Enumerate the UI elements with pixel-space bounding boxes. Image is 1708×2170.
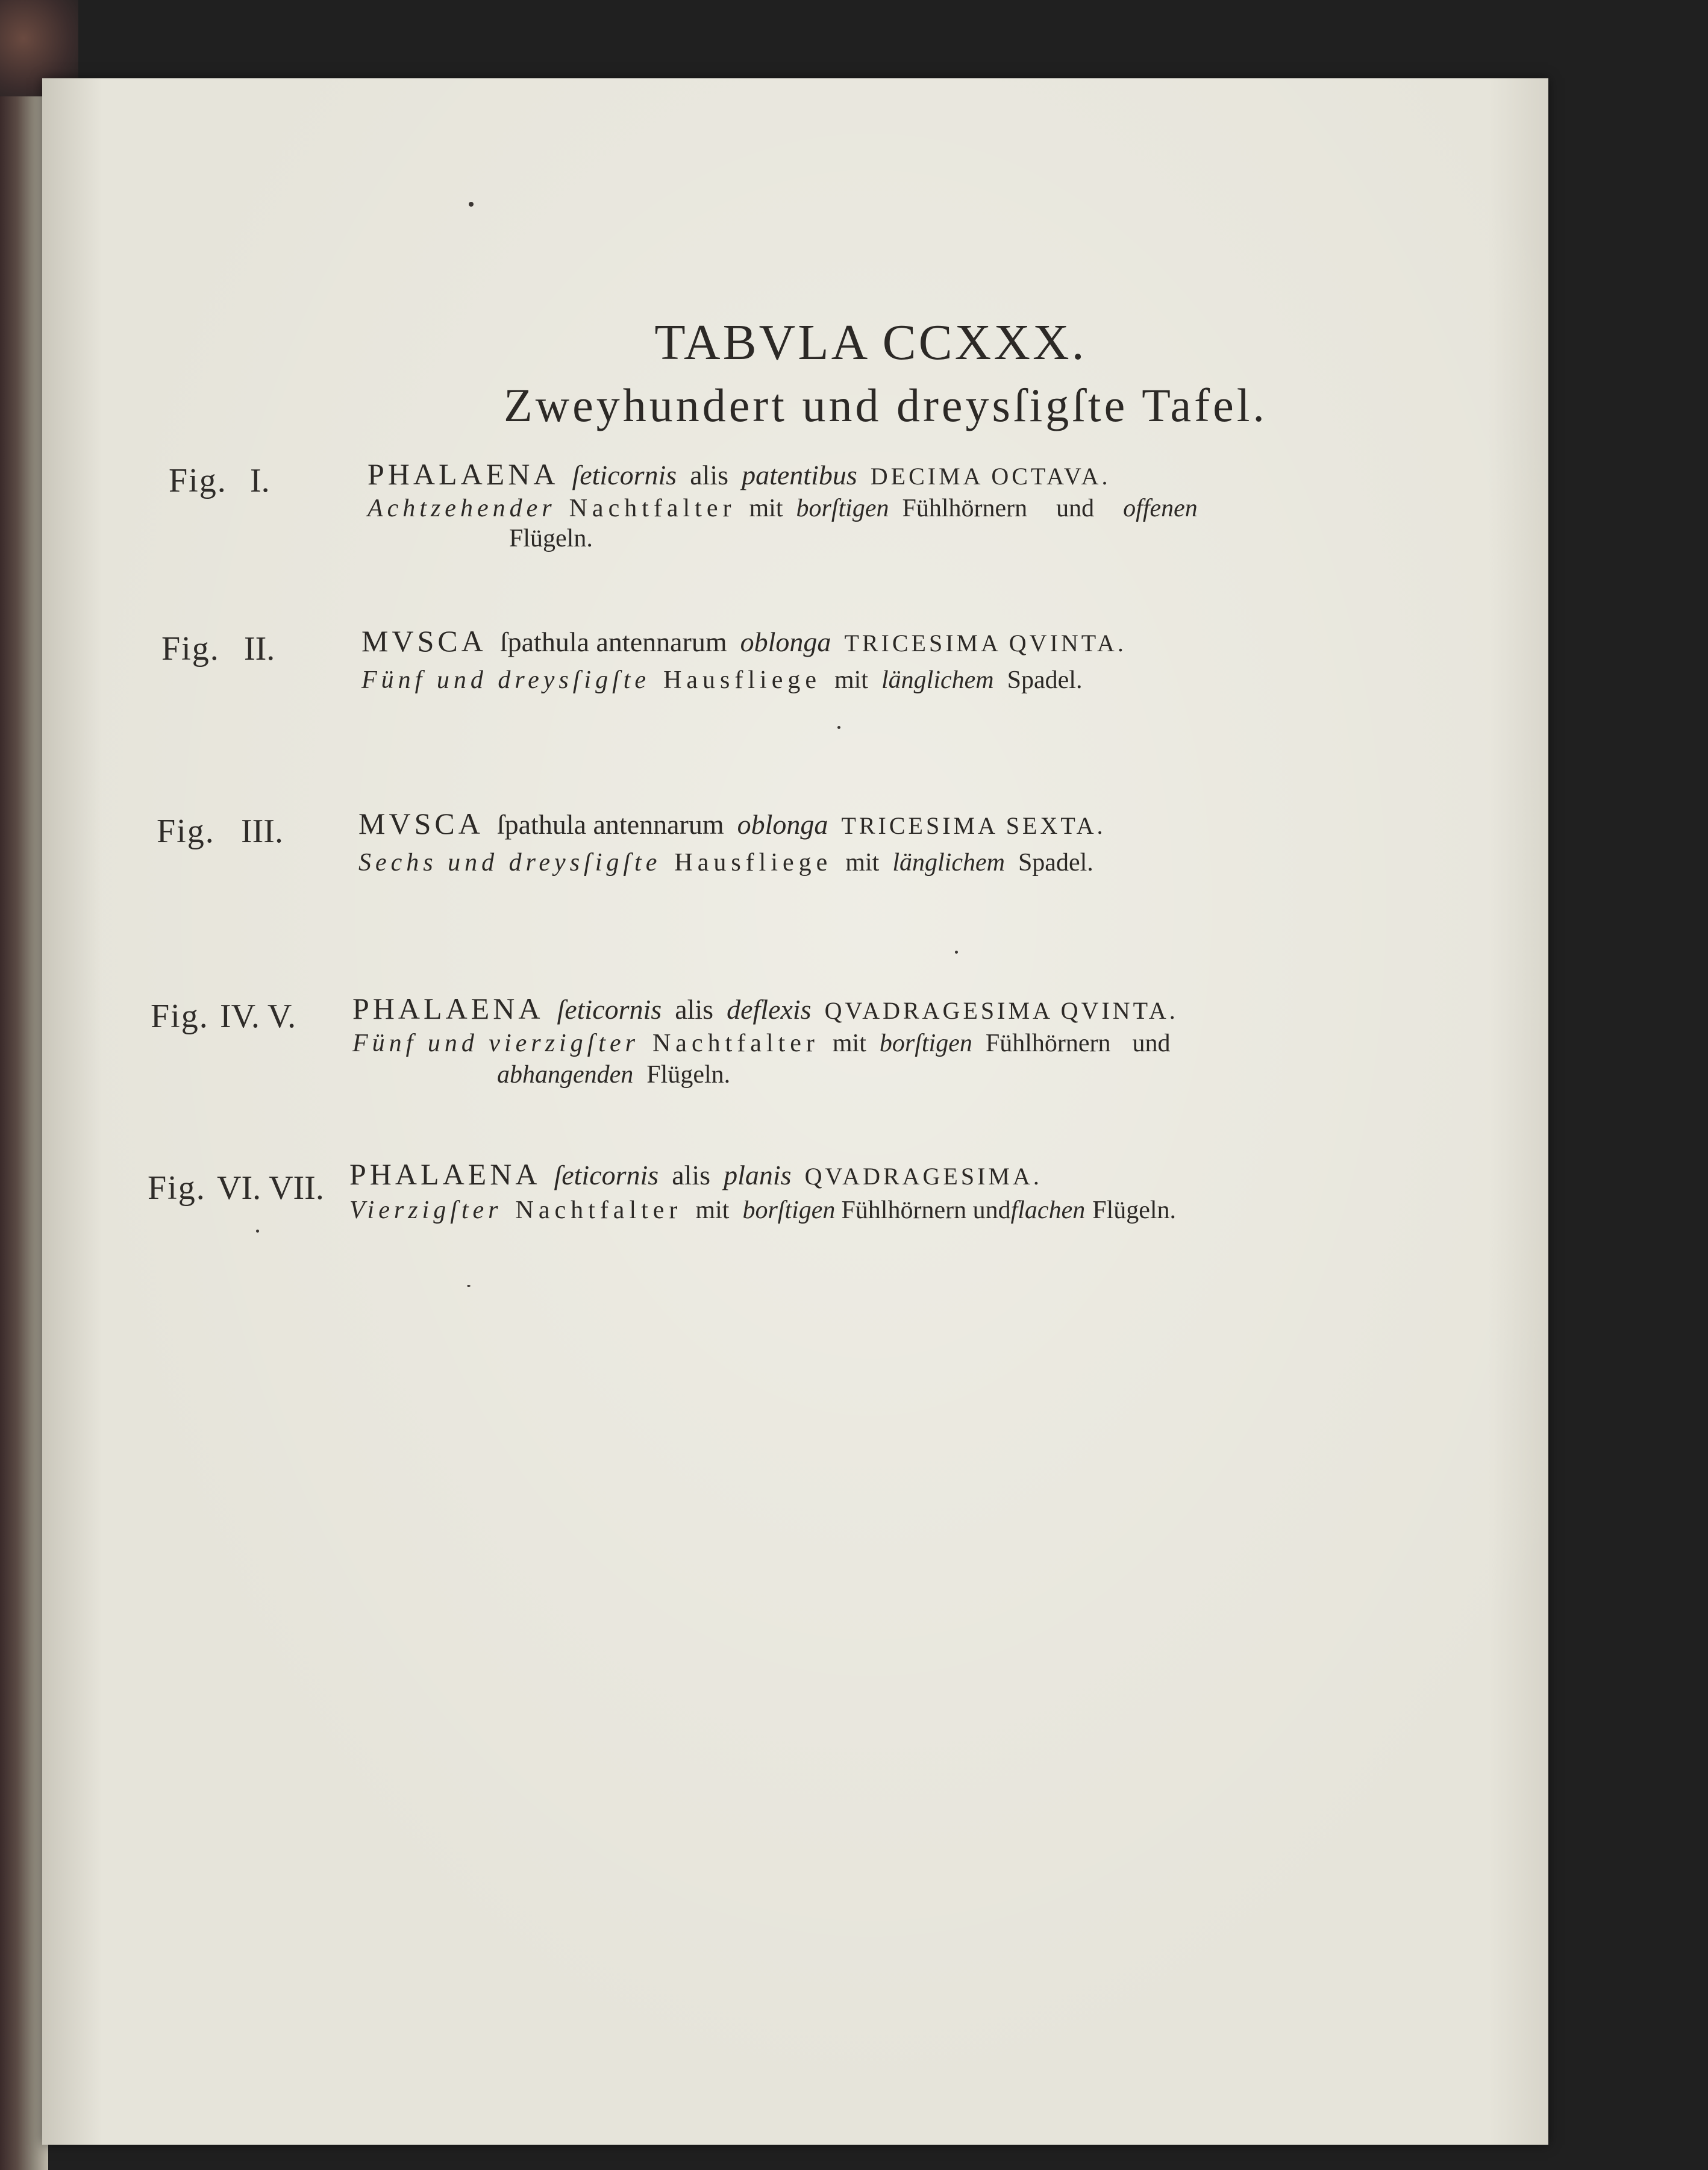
figure-number: II. <box>244 630 275 668</box>
german-word: mit <box>749 495 783 522</box>
german-word: Vierzigſter <box>349 1196 502 1224</box>
german-word: länglichem <box>881 666 994 694</box>
german-word: Spadel. <box>1007 666 1083 694</box>
german-word: Hausfliege <box>663 666 821 694</box>
german-word: Fünf und vierzigſter <box>352 1030 639 1057</box>
genus-name: PHALAENA <box>368 457 559 491</box>
german-word: mit <box>834 666 869 694</box>
german-word: und <box>1132 1030 1171 1057</box>
latin-word: oblonga <box>737 809 828 840</box>
latin-description <box>361 624 1127 658</box>
german-word: Hausfliege <box>674 849 833 877</box>
figure-number: III. <box>241 813 283 850</box>
latin-word: deflexis <box>727 994 812 1025</box>
figure-label: Fig. <box>151 998 209 1035</box>
figure-number: VI. VII. <box>217 1169 324 1207</box>
german-description <box>352 1029 1171 1058</box>
german-word: mit <box>832 1030 866 1057</box>
paper-speck <box>256 1230 259 1233</box>
german-word: Flügeln. <box>646 1061 731 1089</box>
german-word: borſtigen <box>742 1196 836 1224</box>
german-word: offenen <box>1123 495 1198 522</box>
german-description <box>358 848 1093 877</box>
german-word: Nachtfalter <box>515 1196 683 1224</box>
figure-label: Fig. <box>169 462 227 499</box>
latin-ordinal: TRICESIMA SEXTA. <box>841 812 1106 839</box>
genus-name: PHALAENA <box>349 1157 541 1191</box>
german-word: Flügeln. <box>1092 1196 1177 1224</box>
latin-word: planis <box>724 1160 792 1190</box>
latin-word: alis <box>672 1160 711 1190</box>
latin-description <box>358 806 1106 841</box>
paper-speck <box>955 951 958 954</box>
latin-description <box>349 1157 1042 1192</box>
book-page <box>42 78 1548 2145</box>
german-word: Nachtfalter <box>652 1030 819 1057</box>
german-word: Nachtfalter <box>569 495 736 522</box>
latin-ordinal: QVADRAGESIMA. <box>804 1163 1042 1190</box>
latin-word: patentibus <box>742 460 857 490</box>
german-description <box>368 494 1198 523</box>
german-continuation <box>497 1060 730 1089</box>
paper-speck <box>467 1285 471 1287</box>
paper-speck <box>469 202 474 207</box>
german-continuation: Flügeln. <box>509 525 593 552</box>
genus-name: MVSCA <box>358 807 484 840</box>
german-word: mit <box>845 849 880 877</box>
german-word: Fünf und dreysſigſte <box>361 666 651 694</box>
figure-number: I. <box>250 462 270 499</box>
latin-ordinal: TRICESIMA QVINTA. <box>844 630 1127 657</box>
plate-subtitle: Zweyhundert und dreysſigſte Tafel. <box>504 379 1268 431</box>
german-word: borſtigen <box>879 1030 972 1057</box>
plate-title: TABVLA CCXXX. <box>654 314 1087 371</box>
latin-word: oblonga <box>740 627 831 657</box>
german-description <box>349 1196 1176 1225</box>
latin-word: ſpathula antennarum <box>496 809 724 840</box>
german-word: Fühlhörnern <box>985 1030 1111 1057</box>
latin-description <box>368 457 1110 492</box>
german-word: Spadel. <box>1018 849 1093 877</box>
genus-name: MVSCA <box>361 624 487 658</box>
german-word: Achtzehender <box>368 495 556 522</box>
latin-word: ſeticornis <box>554 1160 659 1190</box>
latin-word: alis <box>690 460 729 490</box>
latin-description <box>352 991 1178 1026</box>
figure-label: Fig. <box>148 1169 206 1207</box>
latin-ordinal: QVADRAGESIMA QVINTA. <box>824 997 1178 1024</box>
latin-word: ſpathula antennarum <box>499 627 727 657</box>
latin-word: ſeticornis <box>557 994 662 1025</box>
german-word: Fühlhörnern <box>902 495 1028 522</box>
german-word: Fühlhörnern und <box>841 1196 1011 1224</box>
german-word: mit <box>695 1196 730 1224</box>
figure-label: Fig. <box>161 630 220 668</box>
german-word: länglichem <box>892 849 1005 877</box>
german-word: abhangenden <box>497 1061 634 1089</box>
figure-number: IV. V. <box>220 998 296 1035</box>
genus-name: PHALAENA <box>352 992 544 1025</box>
book-binding-edge <box>0 0 48 2170</box>
latin-word: alis <box>675 994 714 1025</box>
figure-label: Fig. <box>157 813 215 850</box>
german-word: und <box>1056 495 1095 522</box>
german-word: Sechs und dreysſigſte <box>358 849 662 877</box>
german-description <box>361 666 1082 695</box>
german-word: borſtigen <box>796 495 889 522</box>
paper-speck <box>837 726 840 729</box>
latin-ordinal: DECIMA OCTAVA. <box>870 463 1111 490</box>
latin-word: ſeticornis <box>572 460 677 490</box>
german-word: flachen <box>1010 1196 1086 1224</box>
